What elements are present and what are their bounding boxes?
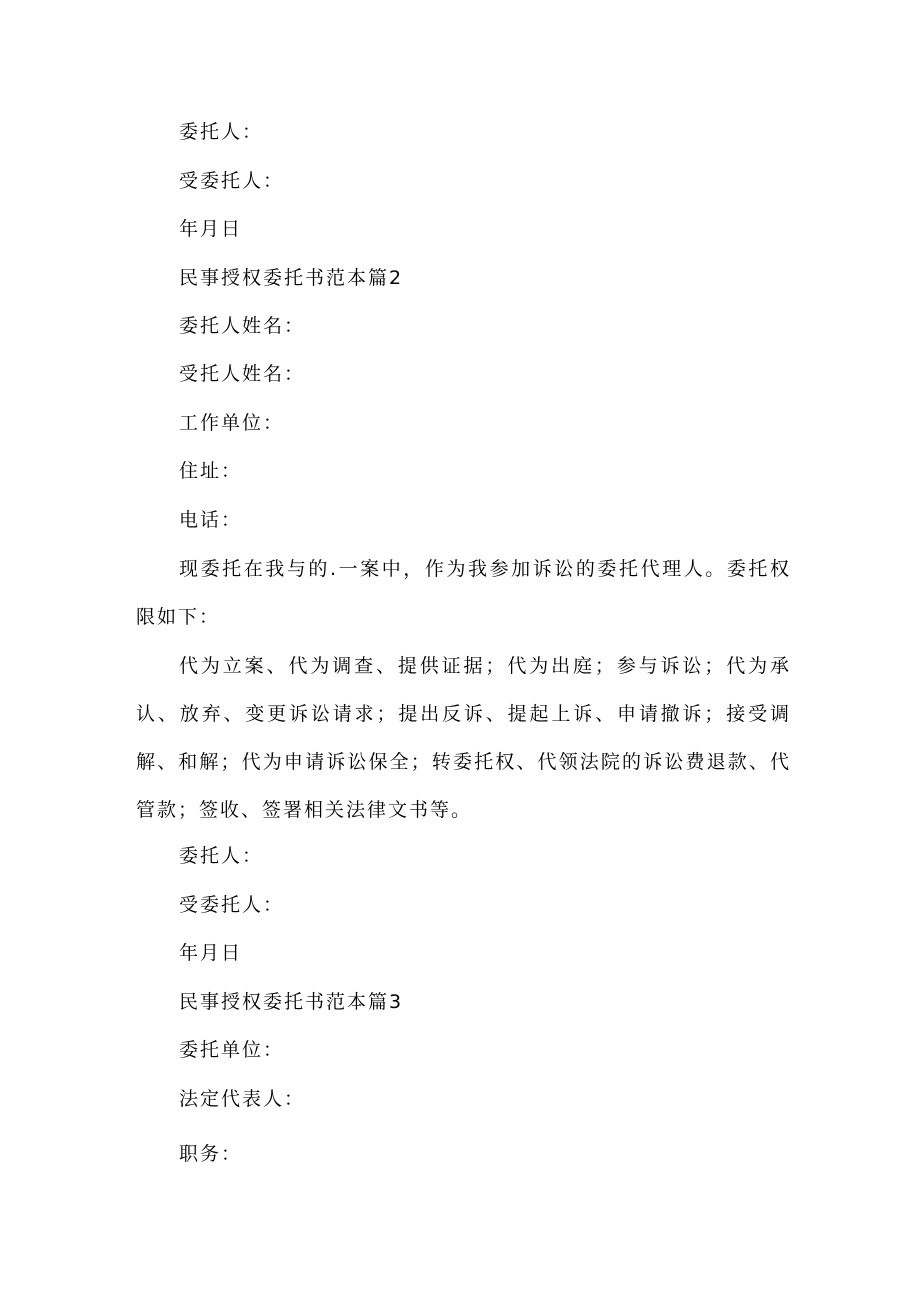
section-title-2: 民事授权委托书范本篇2	[179, 267, 404, 289]
date-label: 年月日	[179, 218, 243, 240]
agent-name-label: 受托人姓名：	[179, 363, 306, 385]
position-label: 职务：	[179, 1143, 243, 1165]
entrusting-unit-label: 委托单位：	[179, 1039, 285, 1061]
principal-label-2: 委托人：	[179, 845, 264, 867]
phone-label: 电话：	[179, 509, 243, 531]
agent-label: 受委托人：	[179, 170, 285, 192]
section-title-3: 民事授权委托书范本篇3	[179, 991, 404, 1013]
principal-label: 委托人：	[179, 121, 264, 143]
address-label: 住址：	[179, 460, 243, 482]
agent-label-2: 受委托人：	[179, 894, 285, 916]
work-unit-label: 工作单位：	[179, 412, 285, 434]
authority-paragraph: 代为立案、代为调查、提供证据；代为出庭；参与诉讼；代为承认、放弃、变更诉讼请求；提出反诉、提起上诉、申请撤诉；接受调解、和解；代为申请诉讼保全；转委托权、代领法院的诉讼费退款、代管款；签收、签署相关法律文书等。	[136, 655, 791, 821]
entrust-paragraph: 现委托在我与的.一案中，作为我参加诉讼的委托代理人。委托权限如下：	[136, 558, 791, 628]
date-label-2: 年月日	[179, 942, 243, 964]
legal-representative-label: 法定代表人：	[179, 1088, 306, 1110]
principal-name-label: 委托人姓名：	[179, 315, 306, 337]
